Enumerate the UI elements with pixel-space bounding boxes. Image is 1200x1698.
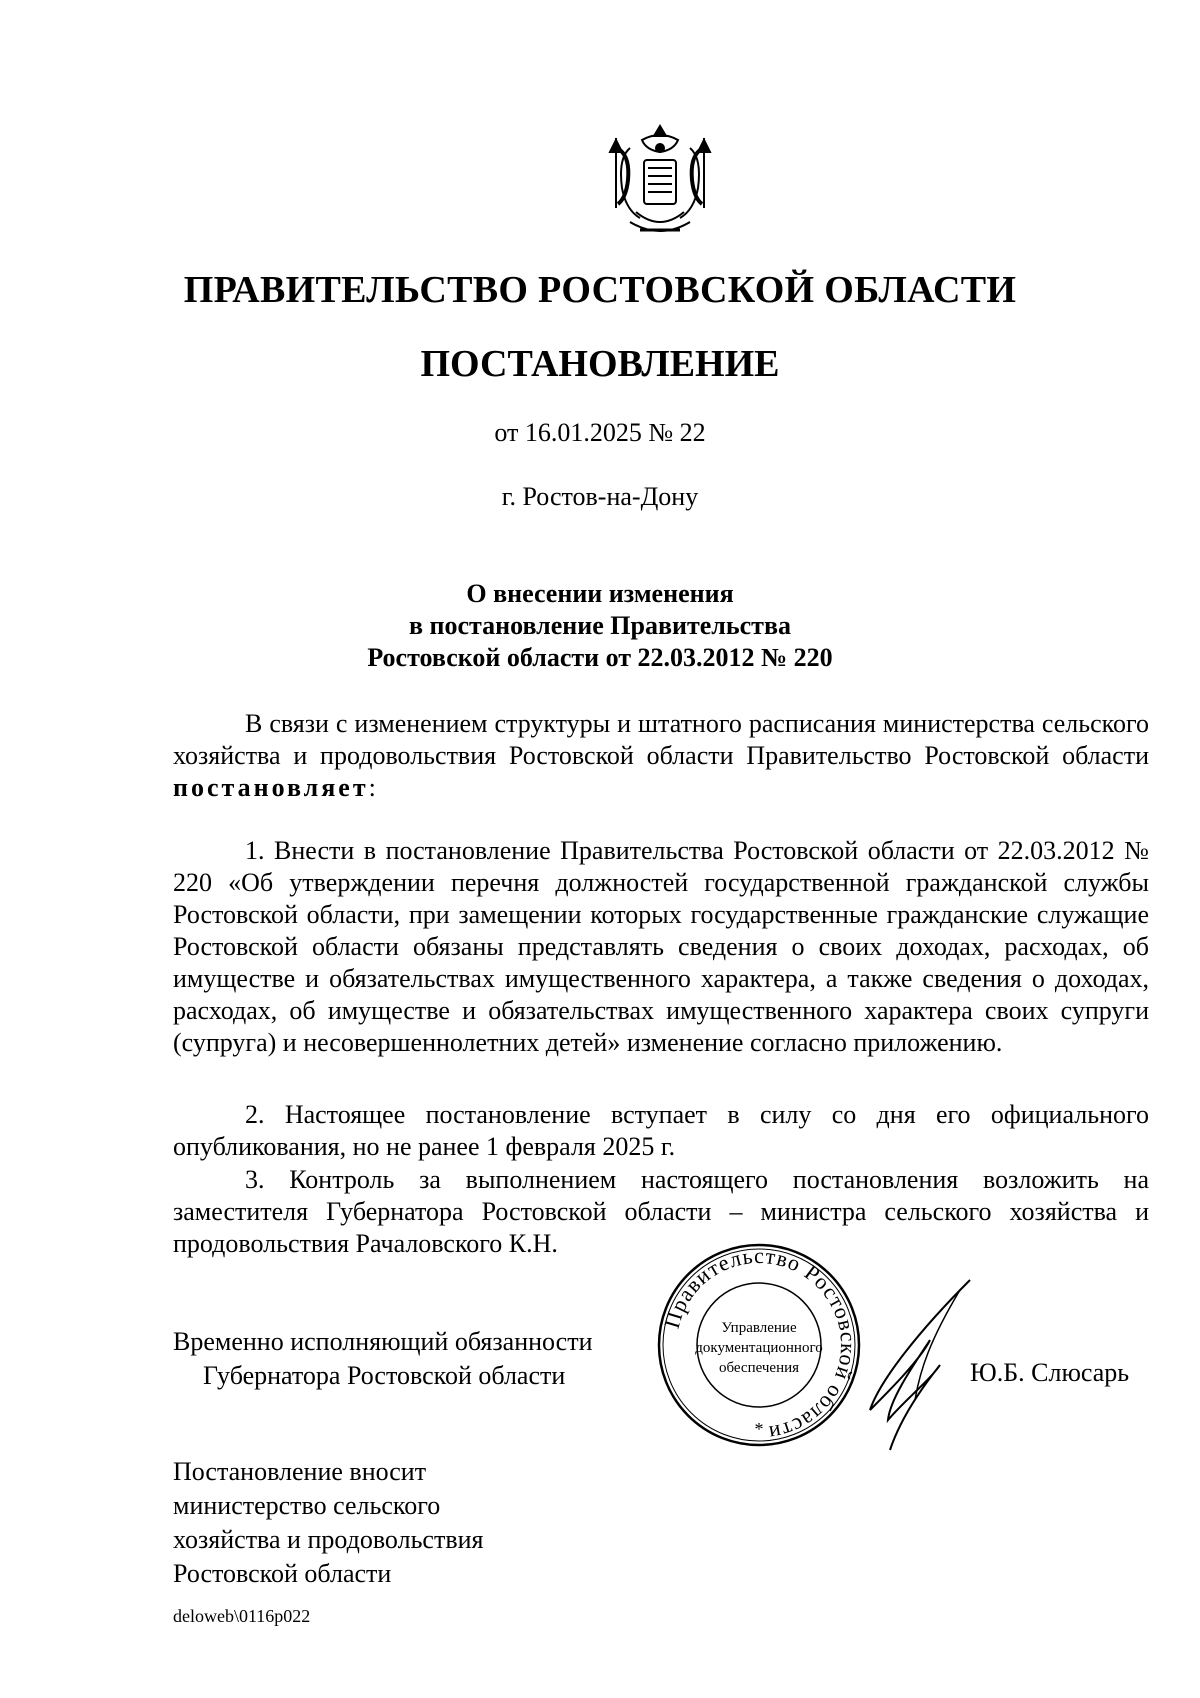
document-city: г. Ростов-на-Дону xyxy=(501,482,699,511)
seal-center-line: Управление xyxy=(721,1320,797,1336)
submitter-line: Постановление вносит xyxy=(173,1457,427,1486)
government-title: ПРАВИТЕЛЬСТВО РОСТОВСКОЙ ОБЛАСТИ xyxy=(183,269,1017,311)
preamble-paragraph xyxy=(173,708,1149,804)
document-type: ПОСТАНОВЛЕНИЕ xyxy=(420,343,780,385)
seal-star: * xyxy=(754,1419,764,1439)
seal-ring-text: Правительство Ростовской области xyxy=(658,1242,862,1447)
submitter-line: хозяйства и продовольствия xyxy=(173,1525,484,1554)
seal-center-line: документационного xyxy=(695,1340,823,1356)
preamble-text: В связи с изменением структуры и штатного расписания министерства сельского хозяйства и продовольствия Ростовской области Правительство Ростовской области xyxy=(173,709,1149,770)
clause-2: 2. Настоящее постановление вступает в силу со дня его официального опубликования, но не ранее 1 февраля 2025 г. xyxy=(173,1100,1149,1161)
subject-line: О внесении изменения xyxy=(466,579,734,608)
submitter-line: Ростовской области xyxy=(173,1559,392,1588)
official-seal-icon xyxy=(654,1240,864,1450)
subject-line: в постановление Правительства xyxy=(408,611,791,640)
coat-of-arms-icon xyxy=(600,118,720,248)
clause-3: 3. Контроль за выполнением настоящего постановления возложить на заместителя Губернатора Ростовской области – министра сельского хозяйства и продовольствия Рачаловского К.Н. xyxy=(173,1165,1149,1258)
submitter-line: министерство сельского xyxy=(173,1491,441,1520)
subject-line: Ростовской области от 22.03.2012 № 220 xyxy=(367,643,833,672)
signatory-position-line: Губернатора Ростовской области xyxy=(203,1361,566,1390)
preamble-emphasis: постановляет xyxy=(173,773,369,802)
signatory-name: Ю.Б. Слюсарь xyxy=(970,1358,1130,1387)
seal-center-line: обеспечения xyxy=(718,1360,800,1376)
signatory-position-line: Временно исполняющий обязанности xyxy=(173,1327,593,1356)
registry-code: deloweb\0116p022 xyxy=(173,1606,311,1626)
document-subject xyxy=(0,578,1200,674)
clause-1: 1. Внести в постановление Правительства Ростовской области от 22.03.2012 № 220 «Об утверждении перечня должностей государственной гражданской службы Ростовской области, при замещении которых государственные гражданские служащие Ростовской области обязаны представлять сведения о своих доходах, расходах, об имуществе и обязательствах имущественного характера, а также сведения о доходах, расходах, об имуществе и обязательствах имущественного характера своих супруги (супруга) и несовершеннолетних детей» изменение согласно приложению. xyxy=(173,836,1149,1057)
preamble-colon: : xyxy=(368,773,376,802)
signatory-position xyxy=(173,1325,593,1393)
submitter-block xyxy=(173,1455,483,1591)
document-date-number: от 16.01.2025 № 22 xyxy=(494,418,706,447)
